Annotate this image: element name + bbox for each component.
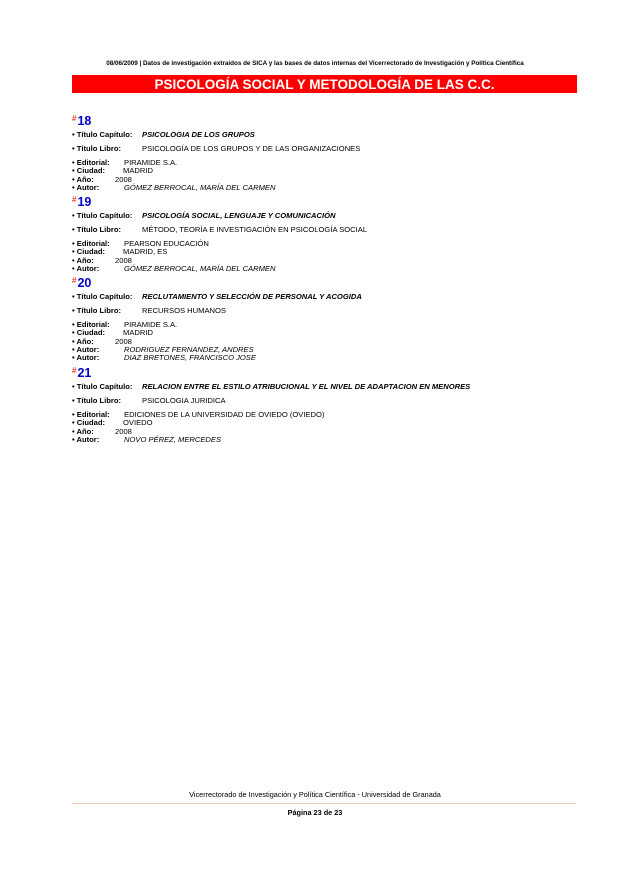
section-title: PSICOLOGÍA SOCIAL Y METODOLOGÍA DE LAS C.C. xyxy=(72,75,577,93)
publication-entry xyxy=(72,366,592,444)
hash-mark: # xyxy=(72,276,77,285)
author-value: GÓMEZ BERROCAL, MARÍA DEL CARMEN xyxy=(124,182,276,192)
chapter-title-field xyxy=(72,131,592,139)
page-number: Página 23 de 23 xyxy=(287,808,343,817)
entry-number: 21 xyxy=(77,366,92,380)
chapter-title-field xyxy=(72,293,592,301)
book-title-field xyxy=(72,307,592,315)
city-value: OVIEDO xyxy=(123,418,153,428)
chapter-title-label: • Título Capítulo: xyxy=(72,292,133,301)
entry-number-line xyxy=(72,276,592,290)
year-label: • Año: xyxy=(72,336,94,346)
publication-entry xyxy=(72,114,592,192)
author-field xyxy=(72,436,592,444)
book-title-value: PSICOLOGÍA DE LOS GRUPOS Y DE LAS ORGANIZACIONES xyxy=(142,144,361,154)
chapter-title-label: • Título Capítulo: xyxy=(72,211,133,220)
entry-number: 18 xyxy=(77,114,92,128)
publication-entry xyxy=(72,276,592,363)
book-title-field xyxy=(72,397,592,405)
book-title-label: • Título Libro: xyxy=(72,306,122,316)
year-value: 2008 xyxy=(115,426,132,436)
author-label: • Autor: xyxy=(72,182,100,192)
book-title-label: • Título Libro: xyxy=(72,225,122,235)
author-field xyxy=(72,265,592,273)
publication-entry xyxy=(72,195,592,273)
author-value: NOVO PÉREZ, MERCEDES xyxy=(124,434,222,444)
hash-mark: # xyxy=(72,195,77,204)
author-value: GÓMEZ BERROCAL, MARÍA DEL CARMEN xyxy=(124,263,276,273)
author-value: DIAZ BRETONES, FRANCISCO JOSE xyxy=(124,353,256,363)
book-title-value: RECURSOS HUMANOS xyxy=(142,306,226,316)
author-label: • Autor: xyxy=(72,263,100,273)
publisher-value: PEARSON EDUCACIÓN xyxy=(124,238,209,248)
city-label: • Ciudad: xyxy=(72,247,106,257)
publisher-label: • Editorial: xyxy=(72,238,110,248)
city-value: MADRID, ES xyxy=(123,247,168,257)
hash-mark: # xyxy=(72,114,77,123)
year-value: 2008 xyxy=(115,255,132,265)
page-header: 08/06/2009 | Datos de investigación extraídos de SICA y las bases de datos internas del Vicerrectorado de Investigación y Política Científica xyxy=(106,60,524,67)
footer-divider xyxy=(72,803,576,804)
city-value: MADRID xyxy=(123,166,153,176)
city-label: • Ciudad: xyxy=(72,328,106,338)
chapter-title-field xyxy=(72,212,592,220)
publisher-label: • Editorial: xyxy=(72,409,110,419)
book-title-value: MÉTODO, TEORÍA E INVESTIGACIÓN EN PSICOLOGÍA SOCIAL xyxy=(142,225,368,235)
publisher-value: PIRAMIDE S.A. xyxy=(124,157,178,167)
city-label: • Ciudad: xyxy=(72,418,106,428)
city-field xyxy=(72,167,592,175)
publisher-value: PIRAMIDE S.A. xyxy=(124,319,178,329)
year-value: 2008 xyxy=(115,336,132,346)
hash-mark: # xyxy=(72,366,77,375)
chapter-title-field xyxy=(72,383,592,391)
book-title-label: • Título Libro: xyxy=(72,144,122,154)
author-label: • Autor: xyxy=(72,344,100,354)
author-value: RODRIGUEZ FERNANDEZ, ANDRES xyxy=(124,344,254,354)
city-field xyxy=(72,329,592,337)
entry-number-line xyxy=(72,366,592,380)
entry-number-line xyxy=(72,195,592,209)
publisher-label: • Editorial: xyxy=(72,157,110,167)
chapter-title-label: • Título Capítulo: xyxy=(72,130,133,139)
year-label: • Año: xyxy=(72,255,94,265)
chapter-title-value: RECLUTAMIENTO Y SELECCIÓN DE PERSONAL Y ACOGIDA xyxy=(142,292,362,301)
chapter-title-value: PSICOLOGÍA SOCIAL, LENGUAJE Y COMUNICACIÓN xyxy=(142,211,336,220)
author-label: • Autor: xyxy=(72,434,100,444)
city-field xyxy=(72,248,592,256)
chapter-title-value: PSICOLOGIA DE LOS GRUPOS xyxy=(142,130,255,139)
entry-number: 20 xyxy=(77,276,92,290)
city-value: MADRID xyxy=(123,328,153,338)
publisher-value: EDICIONES DE LA UNIVERSIDAD DE OVIEDO (OVIEDO) xyxy=(124,409,325,419)
year-label: • Año: xyxy=(72,174,94,184)
year-label: • Año: xyxy=(72,426,94,436)
chapter-title-value: RELACION ENTRE EL ESTILO ATRIBUCIONAL Y EL NIVEL DE ADAPTACION EN MENORES xyxy=(142,382,471,391)
book-title-field xyxy=(72,145,592,153)
footer-institution: Vicerrectorado de Investigación y Política Científica - Universidad de Granada xyxy=(189,790,441,799)
book-title-field xyxy=(72,226,592,234)
city-field xyxy=(72,419,592,427)
chapter-title-label: • Título Capítulo: xyxy=(72,382,133,391)
author-field xyxy=(72,354,592,362)
publisher-label: • Editorial: xyxy=(72,319,110,329)
entry-number: 19 xyxy=(77,195,92,209)
year-value: 2008 xyxy=(115,174,132,184)
book-title-label: • Título Libro: xyxy=(72,396,122,406)
author-label: • Autor: xyxy=(72,353,100,363)
book-title-value: PSICOLOGIA JURIDICA xyxy=(142,396,226,406)
author-field xyxy=(72,184,592,192)
city-label: • Ciudad: xyxy=(72,166,106,176)
entry-number-line xyxy=(72,114,592,128)
